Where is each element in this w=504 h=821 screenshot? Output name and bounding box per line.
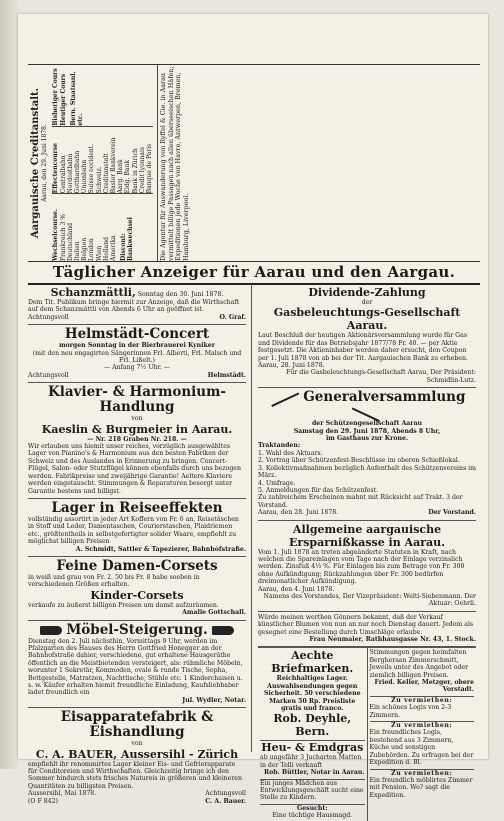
assembly-ad [258, 388, 476, 520]
exchange-row: Frankreich 3 % [59, 213, 67, 261]
exchange-row: Wien [95, 245, 103, 261]
credit-side-title: Bern. Staatsanl. etc. [69, 71, 85, 126]
agenda-item: 4. Umfrage. [258, 479, 296, 487]
agenda-item: 3. Kollektivmaßnahmen bezüglich Aufenthalt des Schützenvereins im März. [258, 464, 476, 480]
rent2-title: Zu vermiethen: [370, 721, 475, 729]
ice-body: empfiehlt ihr renommirtes Lager kleiner Eis- und Gefrierapparate für Conditoreien und Wirthschaften. Gleichzeitig bringe ich den Sommer hindurch stets frisches Natureis in größeren und kleineren Quantitäten zu billigsten Preisen. [28, 760, 242, 790]
flowers-signature: Frau Neumaier, Rathhausgasse Nr. 43, 1. Stock. [309, 636, 476, 643]
credit-columns [52, 65, 153, 261]
assembly-signature: Der Vorstand. [428, 509, 476, 517]
job-body: Ein junges Mädchen aus Entwicklungsgeschäft sucht eine Stelle zu Kindern. [260, 779, 364, 802]
dividend-firm: Gasbeleuchtungs-Gesellschaft Aarau. [273, 306, 461, 333]
ice-firm: C. A. BAUER, Aussersihl - Zürich [35, 747, 239, 761]
exchange-row: Amerika [110, 235, 118, 261]
classifieds-left [258, 648, 367, 820]
book-spine [0, 0, 18, 769]
dividend-ad [258, 284, 476, 388]
kinder-title: Kinder-Corsets [90, 588, 184, 602]
effects-row: Nordostbahn [66, 153, 74, 194]
emigration-ad: Die Agentur für Auswanderung von Ryffel & Cie. in Aarau vermittelt billige Passagen nach allen überseeischen Häfen; Expeditionen jede Woche von Havre, Antwerpen, Bremen, Hamburg, Liverpool. [159, 66, 191, 261]
ice-von: von [131, 740, 143, 748]
effects-row: Gotthardbahn [74, 150, 82, 194]
wanted-title: Gesucht: [260, 804, 365, 812]
effects-row: Aarg. Bank [117, 159, 125, 194]
ice-title: Eisapparatefabrik & Eishandlung [60, 709, 214, 741]
kinder-body: verkaufe zu äußerst billigen Preisen um damit aufzuräumen. [28, 601, 219, 609]
rheno-body: Stimmungen gegen heimfalten Bergheraan Zimmerschmitt, Jeweils unter des Angebot oder ziemlich billigen Preisen. [369, 649, 469, 679]
credit-header-prev: Bisheriger Cours [52, 68, 60, 126]
stamps-body: Reichhaltiges Lager. Auswahlsendungen gegen Sicherheit. 50 verschiedene Marken 50 Rp. Preisliste gratis und franco. [263, 675, 361, 713]
schanz-title: Schanzmättli, [50, 286, 136, 299]
savings-signature: Namens des Vorstandes, Der Vizepräsident: Welti-Siebenmann. Der Aktuar: Oehrli. [263, 592, 476, 608]
ice-sig-left: Achtungsvoll [205, 790, 246, 798]
exchange-row: Holland [102, 237, 110, 261]
kinder-signature: Amalie Gottschall. [182, 609, 246, 617]
savings-body: Vom 1. Juli 1878 an treten abgeänderte Statuten in Kraft, nach welchen die Spareinlagen vom Tage nach der Einlage verzinslich werden. Zinsfuß 4⅓ %. Für Einlagen bis zum Betrage von Fr. 300 ohne Aufkündigung; Rückzahlungen über Fr. 300 bedürfen dreimonatlicher Aufkündigung. [258, 548, 465, 586]
corsets-body: in weiß und grau von Fr. 2. 50 bis Fr. 8 habe soeben in verschiedenen Größen erhalten. [28, 573, 200, 589]
ice-sig-right: C. A. Bauer. [205, 797, 246, 805]
piano-address: — Nr. 218 Graben Nr. 218. — [87, 435, 187, 443]
assembly-sub: der Schützengesellschaft Aarau [311, 420, 423, 428]
piano-von: von [131, 415, 143, 423]
effects-row: Centralbahn [59, 155, 67, 194]
assembly-place: im Gasthaus zur Krone. [325, 435, 409, 443]
effects-row: Basler Bankverein [110, 137, 118, 194]
concert-line2: (mit den neu engagirten Sängerinnen Frl. Alberti, Frl. Malsch und Frl. Lißelt.) [32, 349, 242, 365]
furniture-title: Möbel-Steigerung. [66, 621, 208, 638]
hay-body: ab ungefähr 3 Jucharten Matten in der Telli verkauft [260, 754, 362, 769]
concert-line1: morgen Sonntag in der Bierbrauerei Kyniker [58, 342, 215, 350]
hay-title: Heu- & Emdgras [261, 741, 364, 755]
stamps-title: Aechte Briefmarken. [271, 649, 354, 676]
credit-rotated-block [28, 65, 480, 261]
schanz-body: Dem Tit. Publikum bringe hiermit zur Anzeige, daß die Wirthschaft auf dem Schanzmättli von Abends 6 Uhr an geöffnet ist. [28, 299, 240, 314]
credit-place-date: Aarau, den 29. Juni 1878. [41, 124, 49, 202]
savings-date: Aarau, den 4. Juni 1878. [258, 585, 335, 593]
agenda-item: 1. Wahl des Aktuars. [258, 449, 323, 457]
credit-col-effects [52, 133, 153, 195]
assembly-note: Zu zahlreichem Erscheinen mahnt mit Rücksicht auf Trakt. 3 der Vorstand. [258, 494, 463, 509]
luggage-title: Lager in Reiseeffekten [51, 499, 223, 516]
piano-title: Klavier- & Harmonium-Handlung [47, 384, 227, 416]
piano-firm: Kaeslin & Burgmeier in Aarau. [41, 422, 233, 436]
savings-title: Allgemeine aargauische Ersparnißkasse in Aarau. [289, 522, 445, 549]
credit-section [28, 64, 480, 262]
effects-row: Bank in Zürich [131, 148, 139, 194]
credit-header-today: Heutiger Cours [59, 73, 67, 126]
dividend-der: der [361, 299, 373, 306]
luggage-ad [28, 499, 246, 557]
newspaper-page [18, 14, 488, 820]
luggage-body: vollständig assortirt in jeder Art Koffern von Fr. 6 an, Reisetäschen in Stoff und Leder, Damentaschen, Courierstaschen, Plaidriemen etc., größtentheils in selbstgefertigter solider Waare, empfiehlt zu möglichst billigen Preisen [28, 515, 239, 546]
assembly-title: Generalversammlung [303, 389, 466, 406]
classifieds-grid [258, 647, 476, 820]
savings-ad [258, 521, 476, 612]
dividend-date: Aarau, 28. Juni 1878. [258, 362, 325, 370]
credit-header-effects: Effectencourse [52, 143, 60, 194]
credit-title: Aargauische Creditanstalt. [30, 87, 41, 239]
rheno-signature: Fried. Keller, Metzger, obere Vorstadt. [374, 679, 474, 694]
dividend-body: Laut Beschluß der heutigen Aktionärsversammlung wurde für Gas und Dividende für das Betriebsjahr 1877/78 Fr. 40. — per Aktie festgesetzt. Die Aktieninhaber werden daher ersucht, den Coupon per 1. Juli 1878 von ab bei der Tit. Aargauischen Bank zu erheben. [258, 332, 468, 362]
furniture-body: Dienstag den 2. Juli nächsthin, Vormittags 9 Uhr, werden im Pfalzgarten des Hauses des Herrn Gottfried Honegger an der Bahnhofstraße dahier, verschiedene, gut erhaltene Hausgeräthe öffentlich an die Meistbietenden versteigert, als: rühmliche Möbeln, worunter 1 Sekretär, Kommoden, ovale & runde Tische, Sopha, Bettgestelle, Matratzen, Nachttische, Stühle etc. 1 Kinderchaisen u. s. w. Käufer erhalten hiemit freundliche Einladung, Kaufsliebhaber ladet freundlich ein [28, 637, 243, 697]
rifle-icon [352, 402, 383, 422]
dividend-signature: Für die Gasbeleuchtungs-Gesellschaft Aarau, Der Präsident: Schmidlin-Lutz. [286, 369, 476, 384]
ice-code: (O F 842) [28, 797, 58, 805]
effects-row: Unionbahn [81, 159, 89, 194]
piano-body: Wir erlauben uns hiemit unser reiches, vorzüglich ausgewähltes Lager von Pianino's & Harmonium aus den besten Fabriken der Schweiz und des Auslandes in Erinnerung zu bringen. Concert-Flügel, Salon- oder Stutzflügel können ebenfalls durch uns bezogen werden. Fabrikpreise und zweijährige Garantie! Aeltere Klaviere werden eingetauscht. Stimmungen & Reparaturen besorgt unter Garantie bestens und billigst. [28, 443, 241, 495]
stamps-signature: Rob. Deyhle, Bern. [273, 712, 352, 739]
effects-row: Schweiz. Creditanstalt [95, 153, 110, 194]
effects-row: Suisse occident. [88, 143, 96, 194]
schanz-sig-left: Achtungsvoll [28, 313, 69, 321]
credit-header-discount: Discont: Bankwechsel [120, 217, 135, 261]
concert-ad [28, 325, 246, 383]
dividend-title: Dividende-Zahlung [308, 286, 426, 299]
ice-ad [28, 708, 246, 808]
flowers-body: Würde meinen werthen Gönnern bekannt, daß der Verkauf künstlicher Blumen von nun an nur noch Dienstag dauert. Jedem als gesegnet eine Bestellung durch Umschläge erlaube. [258, 613, 474, 636]
effects-row: Banque de Paris [146, 143, 154, 194]
rent2-body: Ein freundliches Logis, bestehend aus 3 Zimmern, Küche und sonstigen Zubehörden. Zu erfragen bei der Expedition d. Bl. [369, 729, 474, 767]
rifle-icon [268, 387, 299, 407]
rent1-title: Zu vermiethen: [370, 696, 475, 704]
corsets-title: Feine Damen-Corsets [56, 557, 218, 574]
agenda-label: Traktanden: [258, 442, 301, 450]
effects-row: Credit lyonnais [138, 147, 146, 194]
exchange-row: Belgien [81, 237, 89, 261]
pointing-hand-icon [212, 626, 234, 635]
masthead: Täglicher Anzeiger für Aarau und den Aargau. [28, 263, 480, 285]
agenda-item: 5. Anmeldungen für das Schützenfest. [258, 486, 378, 494]
rent3-title: Zu vermiethen: [370, 769, 475, 777]
ice-date: Aussersihl, Mai 1878. [28, 790, 97, 798]
rent1-body: Ein schönes Logis von 2-3 Zimmern. [369, 704, 452, 719]
concert-sig-left: Achtungsvoll [28, 371, 69, 379]
rent3-body: Ein freundlich möblirtes Zimmer mit Pension. Wo? sagt die Expedition. [369, 776, 473, 799]
hay-signature: Rob. Büttler, Notar in Aarau. [263, 769, 365, 777]
effects-row: Eidg. Bank [124, 160, 132, 194]
exchange-row: Italien [74, 241, 82, 261]
schanz-ad [28, 284, 246, 325]
assembly-date2: Aarau, den 28. Juni 1878. [258, 509, 339, 517]
classifieds-right [367, 648, 477, 820]
assembly-date: Samstag den 29. Juni 1878, Abends 8 Uhr, [293, 427, 441, 435]
exchange-row: London [88, 238, 96, 261]
pointing-hand-icon [40, 626, 62, 635]
corsets-ad [28, 557, 246, 621]
exchange-row: Deutschland [66, 222, 74, 261]
credit-header-exchange: Wechselcourse. [52, 208, 60, 261]
schanz-date: Sonntag den 30. Juni 1878. [137, 291, 224, 298]
agenda-item: 2. Vortrag über Schützenfest-Beschlüsse im oberen Schießlokal. [258, 457, 460, 465]
luggage-signature: A. Schmidt, Sattler & Tapezierer, Bahnhofstraße. [75, 545, 246, 553]
furniture-signature: Jul. Wydler, Notar. [182, 696, 246, 704]
concert-sig-right: Helmstädt. [207, 371, 246, 379]
credit-col-exchange [52, 200, 153, 261]
column-divider [251, 284, 252, 752]
furniture-auction-ad [28, 621, 246, 709]
piano-ad [28, 383, 246, 499]
left-column [28, 284, 246, 808]
credit-col-courses [52, 65, 153, 127]
concert-title: Helmstädt-Concert [64, 326, 210, 343]
flowers-ad [258, 612, 476, 648]
concert-line3: — Anfang 7½ Uhr. — [104, 364, 170, 372]
schanz-sig-right: O. Graf. [219, 313, 246, 321]
wanted-body: Eine tüchtige Hausmagd. [272, 812, 353, 820]
right-column [258, 284, 476, 821]
